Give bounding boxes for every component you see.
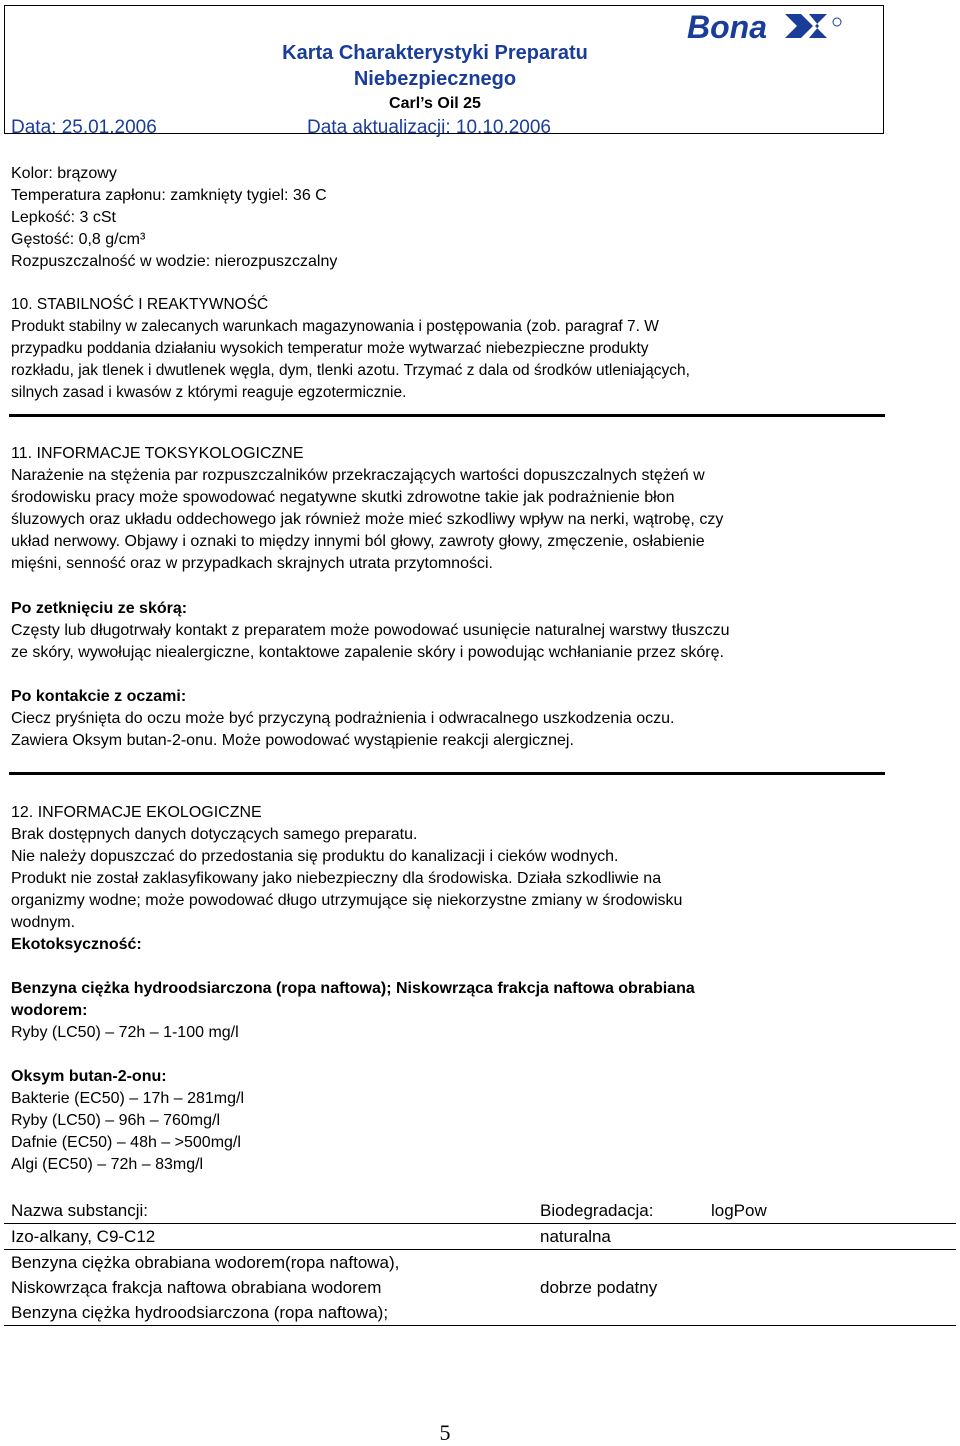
ecotox-benzyna <box>11 978 891 1044</box>
title-line-1: Karta Charakterystyki Preparatu <box>282 42 588 64</box>
section-12-heading: 12. INFORMACJE EKOLOGICZNE <box>11 804 262 821</box>
registered-icon <box>833 18 841 26</box>
section-11-line: środowisku pracy może spowodować negatywne skutki zdrowotne takie jak podrażnienie błon <box>11 489 675 506</box>
table-row <box>4 1300 956 1325</box>
table-cell: Izo-alkany, C9-C12 <box>11 1227 156 1246</box>
table-row <box>4 1250 956 1275</box>
table-cell: Benzyna ciężka obrabiana wodorem(ropa naftowa), <box>11 1253 400 1272</box>
section-divider <box>9 772 885 775</box>
section-12-line: Nie należy dopuszczać do przedostania się produktu do kanalizacji i cieków wodnych. <box>11 848 619 865</box>
section-11-line: układ nerwowy. Objawy i oznaki to między innymi ból głowy, zawroty głowy, zmęczenie, osłabienie <box>11 533 705 550</box>
table-header-row <box>4 1198 956 1223</box>
eye-contact-line: Zawiera Oksym butan-2-onu. Może powodować wystąpienie reakcji alergicznej. <box>11 732 574 749</box>
section-11-heading: 11. INFORMACJE TOKSYKOLOGICZNE <box>11 445 304 462</box>
table-cell: Niskowrząca frakcja naftowa obrabiana wodorem <box>11 1278 382 1297</box>
ecotox-oksym <box>11 1066 891 1176</box>
page-number: 5 <box>439 1420 451 1445</box>
substance-table <box>4 1198 956 1325</box>
table-cell: dobrze podatny <box>540 1278 658 1297</box>
table-row <box>4 1275 956 1300</box>
table-rule <box>4 1325 956 1326</box>
product-name: Carl’s Oil 25 <box>389 95 481 112</box>
table-header: logPow <box>711 1201 767 1220</box>
title-line-2: Niebezpiecznego <box>353 68 517 90</box>
skin-contact-heading: Po zetknięciu ze skórą: <box>11 600 188 617</box>
section-12-line: organizmy wodne; może powodować długo utrzymujące się niekorzystne zmiany w środowisku <box>11 892 683 909</box>
physical-properties <box>11 163 891 273</box>
skin-contact <box>11 598 891 664</box>
oksym-value: Ryby (LC50) – 96h – 760mg/l <box>11 1112 220 1129</box>
table-cell: naturalna <box>540 1227 611 1246</box>
eye-contact-line: Ciecz pryśnięta do oczu może być przyczyną podrażnienia i odwracalnego uszkodzenia oczu. <box>11 710 675 727</box>
ecotoxicity-heading: Ekotoksyczność: <box>11 936 142 953</box>
property-flash-point: Temperatura zapłonu: zamknięty tygiel: 36 C <box>11 187 327 204</box>
section-ecology <box>11 802 891 956</box>
oksym-value: Algi (EC50) – 72h – 83mg/l <box>11 1156 204 1173</box>
logo-text: Bona <box>687 10 767 42</box>
issue-date: Data: 25.01.2006 <box>11 117 157 138</box>
oksym-heading: Oksym butan-2-onu: <box>11 1068 167 1085</box>
section-10-heading: 10. STABILNOŚĆ I REAKTYWNOŚĆ <box>11 296 269 313</box>
property-viscosity: Lepkość: 3 cSt <box>11 209 116 226</box>
section-11-line: Narażenie na stężenia par rozpuszczalników przekraczających wartości dopuszczalnych stężeń w <box>11 467 705 484</box>
eye-contact <box>11 686 891 752</box>
bona-logo <box>687 10 847 42</box>
property-density: Gęstość: 0,8 g/cm³ <box>11 231 146 248</box>
property-solubility: Rozpuszczalność w wodzie: nierozpuszczalny <box>11 253 338 270</box>
section-11-line: śluzowych oraz układu oddechowego jak również może mieć szkodliwy wpływ na nerki, wątrobę, czy <box>11 511 724 528</box>
section-10-line: silnych zasad i kwasów z którymi reaguje egzotermicznie. <box>11 384 407 401</box>
section-12-line: Produkt nie został zaklasyfikowany jako niebezpieczny dla środowiska. Działa szkodliwie na <box>11 870 662 887</box>
section-divider <box>9 414 885 417</box>
logo-mark-left <box>785 14 813 38</box>
section-11-line: mięśni, senność oraz w przypadkach skrajnych utrata przytomności. <box>11 555 493 572</box>
skin-contact-line: ze skóry, wywołując niealergiczne, kontaktowe zapalenie skóry i powodując wchłanianie przez skórę. <box>11 644 724 661</box>
table-header: Nazwa substancji: <box>11 1201 149 1220</box>
table-row <box>4 1224 956 1249</box>
table-cell: Benzyna ciężka hydroodsiarczona (ropa naftowa); <box>11 1303 389 1322</box>
section-12-line: wodnym. <box>11 914 76 931</box>
document-title <box>255 40 615 92</box>
update-date: Data aktualizacji: 10.10.2006 <box>307 117 551 138</box>
section-12-line: Brak dostępnych danych dotyczących samego preparatu. <box>11 826 418 843</box>
table-header: Biodegradacja: <box>540 1201 654 1220</box>
section-toxicology <box>11 443 891 575</box>
oksym-value: Dafnie (EC50) – 48h – >500mg/l <box>11 1134 241 1151</box>
benzyna-value: Ryby (LC50) – 72h – 1-100 mg/l <box>11 1024 239 1041</box>
document-header <box>4 5 884 138</box>
skin-contact-line: Częsty lub długotrwały kontakt z preparatem może powodować usunięcie naturalnej warstwy tłuszczu <box>11 622 730 639</box>
section-10-line: rozkładu, jak tlenek i dwutlenek węgla, dym, tlenki azotu. Trzymać z dala od środków utleniających, <box>11 362 690 379</box>
property-color: Kolor: brązowy <box>11 165 117 182</box>
section-10-line: Produkt stabilny w zalecanych warunkach magazynowania i postępowania (zob. paragraf 7. W <box>11 318 659 335</box>
benzyna-heading-cont: wodorem: <box>11 1002 88 1019</box>
eye-contact-heading: Po kontakcie z oczami: <box>11 688 187 705</box>
section-stability <box>11 294 891 404</box>
section-10-line: przypadku poddania działaniu wysokich temperatur może wytwarzać niebezpieczne produkty <box>11 340 649 357</box>
benzyna-heading: Benzyna ciężka hydroodsiarczona (ropa naftowa); Niskowrząca frakcja naftowa obrabiana <box>11 980 695 997</box>
oksym-value: Bakterie (EC50) – 17h – 281mg/l <box>11 1090 245 1107</box>
